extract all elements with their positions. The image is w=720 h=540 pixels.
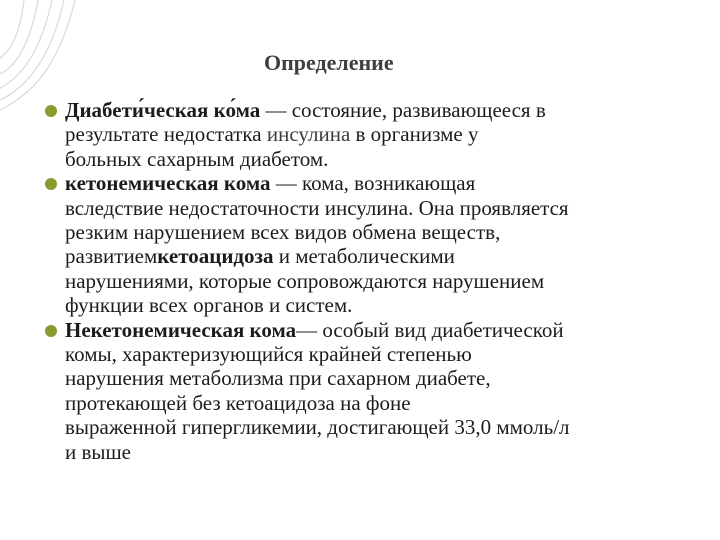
text-segment: резким нарушением всех видов обмена веществ,: [65, 220, 501, 245]
text-segment: в организме у: [350, 122, 479, 147]
text-segment: выраженной гипергликемии, достигающей 33,0 ммоль/л: [65, 415, 570, 440]
text-line: [65, 415, 704, 439]
text-line: [65, 122, 704, 146]
text-line: [65, 171, 704, 195]
text-segment: нарушения метаболизма при сахарном диабете,: [65, 366, 491, 391]
text-line: [65, 318, 704, 342]
text-segment: протекающей без кетоацидоза на фоне: [65, 390, 411, 415]
term-bold: Некетонемическая кома: [65, 317, 297, 342]
bullet-list: [44, 98, 704, 464]
term-bold: кетоацидоза: [157, 244, 274, 269]
bullet-item: [44, 98, 704, 171]
text-segment: больных сахарным диабетом.: [65, 146, 329, 171]
text-segment: функции всех органов и систем.: [65, 293, 353, 318]
text-segment: — состояние, развивающееся в: [260, 98, 546, 122]
text-line: [65, 366, 704, 390]
bullet-item: [44, 318, 704, 464]
text-line: [65, 220, 704, 244]
text-line: [65, 293, 704, 317]
bullet-item: [44, 171, 704, 317]
text-segment: результате недостатка: [65, 122, 267, 147]
text-line: [65, 440, 704, 464]
text-line: [65, 244, 704, 268]
text-line: [65, 342, 704, 366]
term-bold: Диабети́ческая ко́ма: [65, 98, 261, 122]
text-line: [65, 147, 704, 171]
text-segment: — кома, возникающая: [270, 171, 476, 196]
green-circle-bullet-icon: [44, 104, 58, 118]
text-segment: комы, характеризующийся крайней степенью: [65, 342, 472, 367]
text-segment: вследствие недостаточности инсулина. Она проявляется: [65, 195, 569, 220]
green-circle-bullet-icon: [44, 177, 58, 191]
text-segment: и выше: [65, 439, 132, 464]
text-line: [65, 98, 704, 122]
page-title: Определение: [264, 50, 394, 75]
insulin-link[interactable]: инсулина: [266, 122, 351, 147]
term-bold: кетонемическая кома: [65, 171, 271, 196]
text-segment: и метаболическими: [273, 244, 455, 269]
text-segment: развитием: [65, 244, 158, 269]
text-segment: нарушениями, которые сопровождаются нарушением: [65, 268, 545, 293]
text-line: [65, 391, 704, 415]
green-circle-bullet-icon: [44, 324, 58, 338]
text-line: [65, 196, 704, 220]
text-segment: — особый вид диабетической: [296, 317, 564, 342]
text-line: [65, 269, 704, 293]
